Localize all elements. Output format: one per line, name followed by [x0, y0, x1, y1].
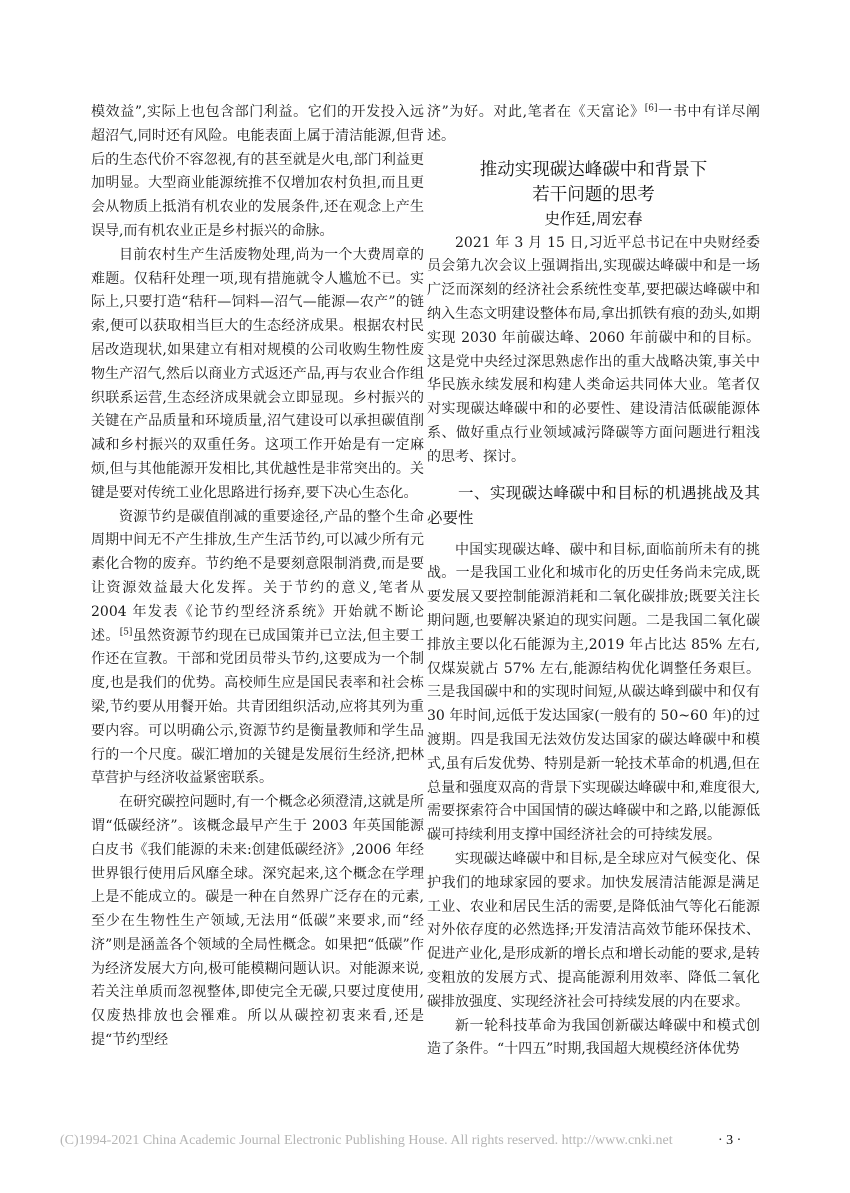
copyright-footer: (C)1994-2021 China Academic Journal Electronic Publishing House. All rights reserved. http://www.cnki.net [60, 1133, 673, 1148]
paragraph: 2021 年 3 月 15 日,习近平总书记在中央财经委员会第九次会议上强调指出,实现碳达峰碳中和是一场广泛而深刻的经济社会系统性变革,要把碳达峰碳中和纳入生态文明建设整体布局,拿出抓铁有痕的劲头,如期实现 2030 年前碳达峰、2060 年前碳中和的目标。这是党中央经过深思熟虑作出的重大战略决策,事关中华民族永续发展和构建人类命运共同体大业。笔者仅对实现碳达峰碳中和的必要性、建设清洁低碳能源体系、做好重点行业领域减污降碳等方面问题进行粗浅的思考、探讨。 [427, 234, 760, 465]
paragraph-text: 一书中有详尽阐述。 [427, 104, 761, 144]
citation-ref[interactable]: [5] [119, 626, 133, 637]
paragraph: 在研究碳控问题时,有一个概念必须澄清,这就是所谓“低碳经济”。该概念最早产生于 2003 年英国能源白皮书《我们能源的未来:创建低碳经济》,2006 年经世界银行使用后风靡全球。深究起来,这个概念在学理上是不能成立的。碳是一种在自然界广泛存在的元素,至少在生物性生产领域,无法用“低碳”来要求,而“经济”则是涵盖各个领域的全局性概念。如果把“低碳”作为经济发展大方向,极可能模糊问题认识。对能源来说,若关注单质而忽视整体,即使完全无碳,只要过度使用,仅废热排放也会罹难。所以从碳控初衷来看,还是提“节约型经 [91, 794, 424, 1049]
title-line: 推动实现碳达峰碳中和背景下 [479, 159, 708, 180]
paragraph-text: 资源节约是碳值削减的重要途径,产品的整个生命周期中间无不产生排放,生产生活节约,可以减少所有元素化合物的废弃。节约绝不是要刻意限制消费,而是要让资源效益最大化发挥。关于节约的意义,笔者从 2004 年发表《论节约型经济系统》开始就不断论述。 [91, 508, 424, 644]
paragraph: 目前农村生产生活废物处理,尚为一个大费周章的难题。仅秸秆处理一项,现有措施就令人尴尬不已。实际上,只要打造“秸秆—饲料—沼气—能源—农产”的链索,便可以获取相当巨大的生态经济成果。根据农村民居改造现状,如果建立有相对规模的公司收购生物性废物生产沼气,然后以商业方式返还产品,再与农业合作组织联系运营,生态经济成果就会立即显现。乡村振兴的关键在产品质量和环境质量,沼气建设可以承担碳值削减和乡村振兴的双重任务。这项工作开始是有一定麻烦,但与其他能源开发相比,其优越性是非常突出的。关键是要对传统工业化思路进行扬弃,要下决心生态化。 [91, 246, 424, 501]
paragraph: 新一轮科技革命为我国创新碳达峰碳中和模式创造了条件。“十四五”时期,我国超大规模经济体优势 [427, 1017, 760, 1058]
article-title [427, 158, 760, 208]
right-column [427, 101, 760, 1062]
paragraph-text: 济”为好。对此,笔者在《天富论》 [427, 104, 645, 120]
left-column [91, 101, 424, 1053]
citation-ref[interactable]: [6] [644, 103, 658, 114]
paragraph: 中国实现碳达峰、碳中和目标,面临前所未有的挑战。一是我国工业化和城市化的历史任务尚未完成,既要发展又要控制能源消耗和二氧化碳排放;既要关注长期问题,也要解决紧迫的现实问题。二是我国二氧化碳排放主要以化石能源为主,2019 年占比达 85% 左右,仅煤炭就占 57% 左右,能源结构优化调整任务艰巨。三是我国碳中和的实现时间短,从碳达峰到碳中和仅有 30 年时间,远低于发达国家(一般有的 50~60 年)的过渡期。四是我国无法效仿发达国家的碳达峰碳中和模式,虽有后发优势、特别是新一轮技术革命的机遇,但在总量和强度双高的背景下实现碳达峰碳中和,难度很大,需要探索符合中国国情的碳达峰碳中和之路,以能源低碳可持续利用支撑中国经济社会的可持续发展。 [427, 541, 760, 844]
article-authors: 史作廷,周宏春 [544, 209, 643, 228]
section-heading: 一、实现碳达峰碳中和目标的机遇挑战及其必要性 [427, 483, 760, 527]
paragraph: 模效益”,实际上也包含部门利益。它们的开发投入远超沼气,同时还有风险。电能表面上属于清洁能源,但背后的生态代价不容忽视,有的甚至就是火电,部门利益更加明显。大型商业能源统推不仅增加农村负担,而且更会从物质上抵消有机农业的发展条件,还在观念上产生误导,而有机农业正是乡村振兴的命脉。 [91, 104, 424, 239]
page-number: · 3 · [718, 1133, 742, 1148]
paragraph [427, 101, 760, 149]
paragraph-text: 虽然资源节约现在已成国策并已立法,但主要工作还在宣教。干部和党团员带头节约,这要成为一个制度,也是我们的优势。高校师生应是国民表率和社会栋梁,节约要从用餐开始。共青团组织活动,应将其列为重要内容。可以明确公示,资源节约是衡量教师和学生品行的一个尺度。碳汇增加的关键是发展衍生经济,把林草营护与经济收益紧密联系。 [91, 627, 425, 787]
paragraph: 实现碳达峰碳中和目标,是全球应对气候变化、保护我们的地球家园的要求。加快发展清洁能源是满足工业、农业和居民生活的需要,是降低油气等化石能源对外依存度的必然选择;开发清洁高效节能环保技术、促进产业化,是形成新的增长点和增长动能的要求,是转变粗放的发展方式、提高能源利用效率、降低二氧化碳排放强度、实现经济社会可持续发展的内在要求。 [427, 850, 760, 1010]
title-line: 若干问题的思考 [532, 184, 655, 205]
paragraph [91, 506, 424, 792]
